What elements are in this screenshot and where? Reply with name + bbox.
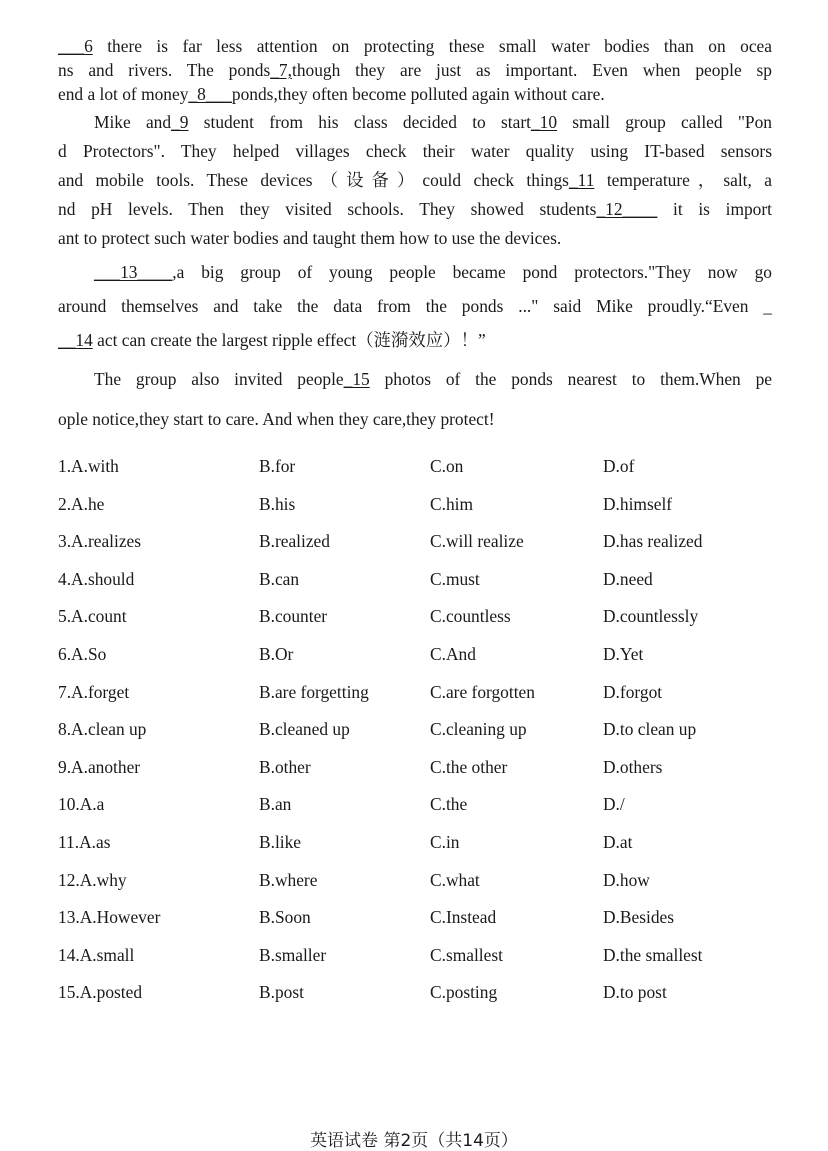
passage-text: nd pH levels. Then they visited schools. They showed students (58, 199, 597, 219)
passage-text: ns and rivers. The ponds (58, 60, 271, 80)
passage-line (58, 294, 772, 318)
option-b: B.post (259, 982, 304, 1003)
option-b: B.an (259, 794, 292, 815)
option-d: D.need (603, 568, 653, 589)
blank-11: _11 (568, 170, 595, 190)
option-a: 11.A.as (58, 831, 111, 852)
option-a: 5.A.count (58, 606, 127, 627)
passage-text: The group also invited people (94, 369, 344, 389)
option-a: 13.A.However (58, 907, 161, 928)
blank-6: ___6 (58, 36, 93, 56)
option-c: C.And (430, 643, 476, 664)
option-b: B.smaller (259, 944, 327, 965)
passage-text: small group called "Pon (557, 112, 772, 132)
passage-text: photos of the ponds nearest to them.When pe (369, 369, 772, 389)
cloze-passage (58, 34, 772, 429)
option-d: D.how (603, 869, 650, 890)
passage-text: ant to protect such water bodies and taught them how to use the devices. (58, 228, 562, 248)
passage-line (58, 367, 772, 391)
option-d: D.forgot (603, 681, 663, 702)
blank-9: _9 (171, 112, 189, 132)
option-row (58, 452, 772, 490)
option-a: 6.A.So (58, 643, 107, 664)
option-a: 12.A.why (58, 869, 127, 890)
option-d: D.to post (603, 982, 667, 1003)
passage-line (58, 110, 772, 134)
option-row (58, 753, 772, 791)
blank-12: _12____ (596, 199, 658, 219)
option-b: B.where (259, 869, 318, 890)
option-a: 10.A.a (58, 794, 105, 815)
passage-text: end a lot of money (58, 84, 189, 104)
passage-line (58, 139, 772, 163)
page-footer: 英语试卷 第2页（共14页） (310, 1131, 518, 1151)
option-d: D.to clean up (603, 719, 697, 740)
option-c: C.smallest (430, 944, 503, 965)
option-row (58, 790, 772, 828)
passage-line (58, 260, 772, 284)
option-b: B.cleaned up (259, 719, 350, 740)
option-a: 2.A.he (58, 493, 105, 514)
option-c: C.Instead (430, 907, 497, 928)
passage-text: temperature，salt, a (594, 170, 772, 190)
option-c: C.the other (430, 756, 508, 777)
option-row (58, 602, 772, 640)
option-a: 7.A.forget (58, 681, 130, 702)
option-d: D.others (603, 756, 663, 777)
option-d: D.Yet (603, 643, 644, 664)
option-a: 4.A.should (58, 568, 135, 589)
option-c: C.him (430, 493, 474, 514)
option-d: D.of (603, 456, 635, 476)
passage-text: and mobile tools. These devices（设备）could check things (58, 170, 569, 190)
option-row (58, 490, 772, 528)
blank-13: ___13____ (94, 262, 173, 282)
option-c: C.will realize (430, 531, 524, 552)
option-row (58, 978, 772, 1016)
passage-line (58, 328, 772, 352)
option-d: D./ (603, 794, 625, 815)
option-c: C.must (430, 568, 480, 589)
option-row (58, 828, 772, 866)
option-b: B.are forgetting (259, 681, 369, 702)
passage-text: d Protectors". They helped villages check their water quality using IT-based sensors (58, 141, 772, 161)
option-b: B.his (259, 493, 296, 514)
option-a: 8.A.clean up (58, 719, 147, 740)
option-c: C.in (430, 831, 460, 852)
option-row (58, 866, 772, 904)
option-b: B.for (259, 456, 296, 476)
option-b: B.Or (259, 643, 294, 664)
option-row (58, 527, 772, 565)
passage-line (58, 226, 772, 250)
passage-text: ponds,they often become polluted again without care. (231, 84, 605, 104)
passage-text: though they are just as important. Even when people sp (291, 60, 772, 80)
option-d: D.the smallest (603, 944, 703, 965)
option-b: B.realized (259, 531, 330, 552)
passage-line (58, 407, 772, 431)
blank-8: _8___ (188, 84, 232, 104)
option-a: 3.A.realizes (58, 531, 142, 552)
passage-line (58, 34, 772, 58)
blank-14: __14 (58, 330, 93, 350)
option-d: D.Besides (603, 907, 675, 928)
option-c: C.posting (430, 982, 498, 1003)
option-c: C.on (430, 456, 464, 476)
passage-text: it is import (657, 199, 772, 219)
blank-15: _15 (343, 369, 370, 389)
option-row (58, 678, 772, 716)
option-c: C.what (430, 869, 480, 890)
option-row (58, 941, 772, 979)
option-d: D.countlessly (603, 606, 699, 627)
option-d: D.himself (603, 493, 673, 514)
passage-text: student from his class decided to start (188, 112, 531, 132)
option-d: D.has realized (603, 531, 703, 552)
option-a: 9.A.another (58, 756, 141, 777)
option-c: C.the (430, 794, 468, 815)
passage-line (58, 168, 772, 192)
option-c: C.cleaning up (430, 719, 527, 740)
passage-line (58, 197, 772, 221)
option-c: C.countless (430, 606, 511, 627)
answer-options (58, 452, 772, 1016)
option-b: B.counter (259, 606, 328, 627)
passage-text: Mike and (94, 112, 172, 132)
passage-text: ople notice,they start to care. And when they care,they protect! (58, 409, 495, 429)
option-b: B.other (259, 756, 311, 777)
blank-7: _7, (270, 60, 292, 80)
option-b: B.Soon (259, 907, 311, 928)
passage-text: around themselves and take the data from the ponds ..." said Mike proudly.“Even _ (58, 296, 772, 316)
option-a: 14.A.small (58, 944, 135, 965)
passage-text: there is far less attention on protecting these small water bodies than on ocea (92, 36, 772, 56)
option-row (58, 715, 772, 753)
blank-10: _10 (530, 112, 558, 132)
option-a: 1.A.with (58, 456, 119, 476)
option-b: B.can (259, 568, 300, 589)
option-c: C.are forgotten (430, 681, 535, 702)
option-a: 15.A.posted (58, 982, 143, 1003)
option-row (58, 565, 772, 603)
passage-text: ,a big group of young people became pond protectors."They now go (172, 262, 772, 282)
option-b: B.like (259, 831, 302, 852)
passage-line (58, 82, 772, 106)
option-row (58, 640, 772, 678)
passage-text: act can create the largest ripple effect（涟漪效应）！” (92, 330, 486, 350)
passage-line (58, 58, 772, 82)
option-row (58, 903, 772, 941)
option-d: D.at (603, 831, 633, 852)
